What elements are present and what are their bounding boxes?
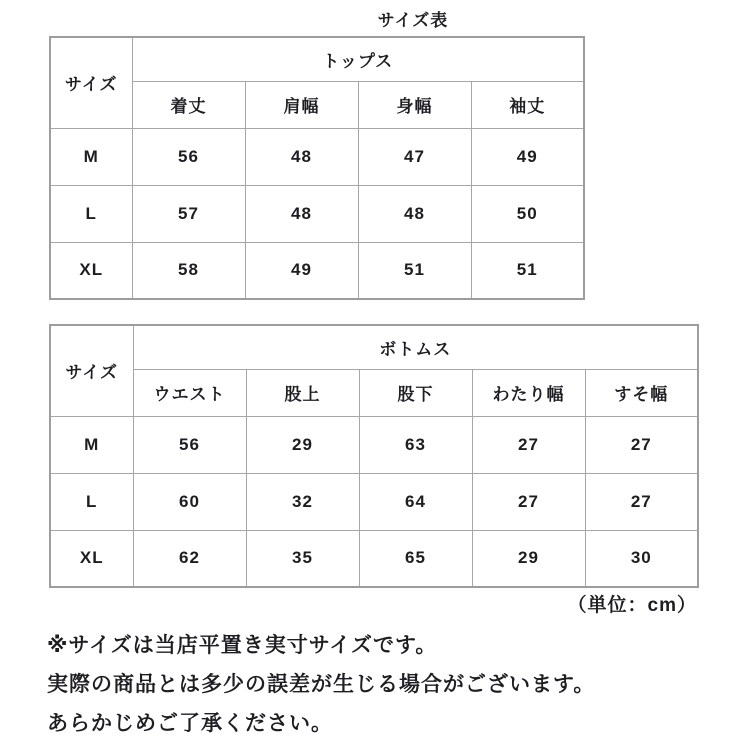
- size-note-line: ※サイズは当店平置き実寸サイズです。: [47, 634, 438, 657]
- measurement-value-cell: 27: [585, 416, 698, 473]
- table-row: [50, 473, 698, 530]
- measurement-value-cell: 27: [585, 473, 698, 530]
- measurement-value-cell: 56: [133, 416, 246, 473]
- size-note-line: 実際の商品とは多少の誤差が生じる場合がございます。: [47, 673, 596, 696]
- measurement-value-cell: 51: [358, 242, 471, 299]
- table-row: [50, 242, 584, 299]
- measurement-value-cell: 29: [246, 416, 359, 473]
- table-row: [50, 530, 698, 587]
- measurement-header: 肩幅: [245, 81, 358, 128]
- measurement-value-cell: 35: [246, 530, 359, 587]
- size-cell: L: [50, 473, 133, 530]
- measurement-header: すそ幅: [585, 369, 698, 416]
- measurement-header: 股上: [246, 369, 359, 416]
- measurement-value-cell: 57: [132, 185, 245, 242]
- measurement-value-cell: 32: [246, 473, 359, 530]
- size-cell: M: [50, 128, 132, 185]
- measurement-value-cell: 27: [472, 473, 585, 530]
- measurement-value-cell: 62: [133, 530, 246, 587]
- measurement-value-cell: 63: [359, 416, 472, 473]
- measurement-header: 袖丈: [471, 81, 584, 128]
- size-column-header: サイズ: [50, 37, 132, 128]
- measurement-value-cell: 48: [245, 128, 358, 185]
- measurement-value-cell: 49: [471, 128, 584, 185]
- measurement-header: 着丈: [132, 81, 245, 128]
- measurement-value-cell: 30: [585, 530, 698, 587]
- tops-size-table: [49, 36, 585, 300]
- measurement-value-cell: 27: [472, 416, 585, 473]
- page-title: サイズ表: [377, 11, 449, 30]
- measurement-value-cell: 47: [358, 128, 471, 185]
- measurement-value-cell: 60: [133, 473, 246, 530]
- measurement-header: ウエスト: [133, 369, 246, 416]
- size-column-header: サイズ: [50, 325, 133, 416]
- size-cell: XL: [50, 242, 132, 299]
- category-header-bottoms: ボトムス: [133, 325, 698, 369]
- measurement-value-cell: 48: [245, 185, 358, 242]
- measurement-value-cell: 65: [359, 530, 472, 587]
- measurement-value-cell: 58: [132, 242, 245, 299]
- measurement-value-cell: 56: [132, 128, 245, 185]
- size-note-line: あらかじめご了承ください。: [47, 712, 333, 735]
- size-cell: XL: [50, 530, 133, 587]
- category-header-tops: トップス: [132, 37, 584, 81]
- measurement-header: 身幅: [358, 81, 471, 128]
- table-row: [50, 185, 584, 242]
- measurement-value-cell: 64: [359, 473, 472, 530]
- measurement-value-cell: 51: [471, 242, 584, 299]
- size-notes: [47, 626, 707, 743]
- table-row: [50, 416, 698, 473]
- measurement-value-cell: 48: [358, 185, 471, 242]
- size-cell: M: [50, 416, 133, 473]
- measurement-header: わたり幅: [472, 369, 585, 416]
- measurement-value-cell: 29: [472, 530, 585, 587]
- measurement-value-cell: 50: [471, 185, 584, 242]
- measurement-header: 股下: [359, 369, 472, 416]
- table-row: [50, 128, 584, 185]
- measurement-value-cell: 49: [245, 242, 358, 299]
- bottoms-size-table: [49, 324, 699, 588]
- unit-label: （単位：cm）: [567, 595, 697, 616]
- size-cell: L: [50, 185, 132, 242]
